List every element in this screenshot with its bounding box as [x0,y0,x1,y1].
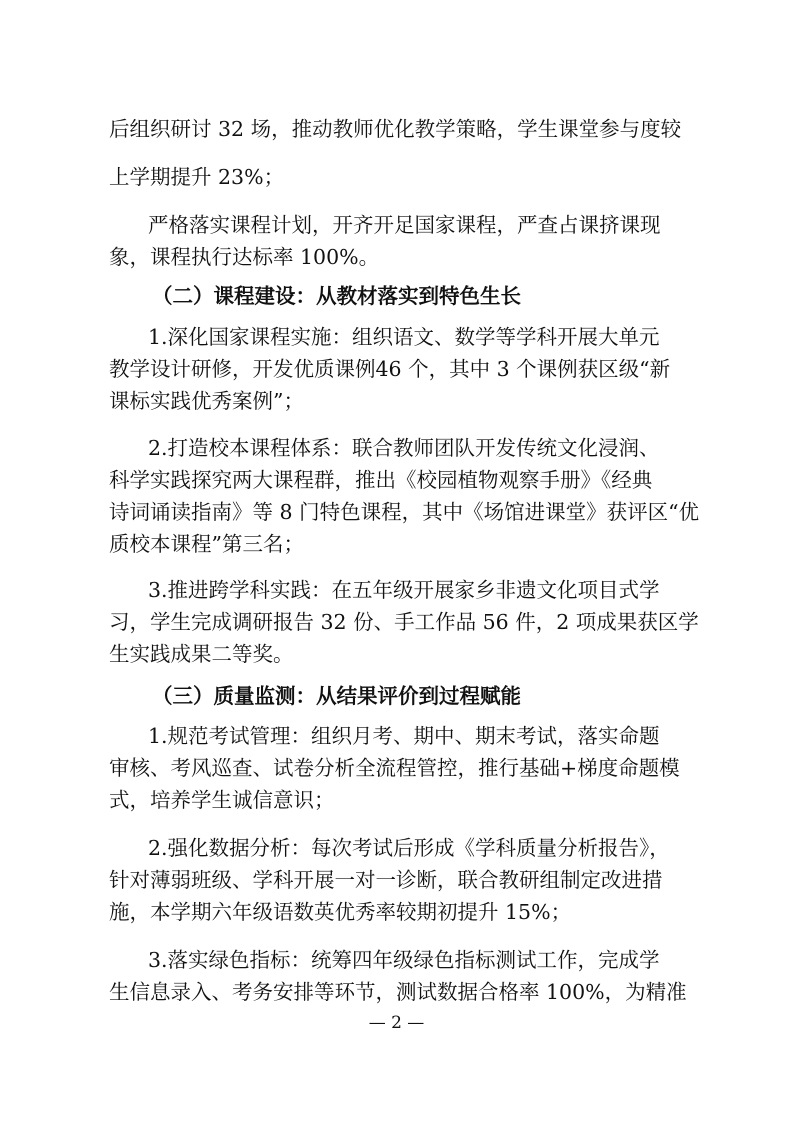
text-line [0,754,793,782]
text-line [0,323,793,351]
section2-item1-line-1: 1.深化国家课程实施：组织语文、数学等学科开展大单元 [148,325,660,349]
text-line [0,498,793,526]
section2-item2-line-1: 2.打造校本课程体系：联合教师团队开发传统文化浸润、 [148,436,660,460]
text-line [0,434,793,462]
section-heading-line [0,282,793,310]
text-line [0,722,793,750]
text-line [0,834,793,862]
section2-item3-line-1: 3.推进跨学科实践：在五年级开展家乡非遗文化项目式学 [148,578,660,602]
text-line [0,387,793,415]
section3-item1-line-1: 1.规范考试管理：组织月考、期中、期末考试，落实命题 [148,724,660,748]
text-line [0,640,793,668]
page-number: — 2 — [368,1013,425,1033]
section2-item1-line-3: 课标实践优秀案例”； [109,389,304,413]
section3-item3-line-2: 生信息录入、考务安排等环节，测试数据合格率 100%，为精准 [109,980,687,1004]
text-line [0,355,793,383]
text-line [0,978,793,1006]
text-line [0,466,793,494]
section-heading-line [0,682,793,710]
text-line [0,898,793,926]
section-heading-quality-monitoring: （三）质量监测：从结果评价到过程赋能 [152,684,521,708]
curriculum-plan-line-2: 象，课程执行达标率 100%。 [109,245,380,269]
curriculum-plan-line-1: 严格落实课程计划，开齐开足国家课程，严查占课挤课现 [148,213,661,237]
text-line [0,163,793,191]
section3-item3-line-1: 3.落实绿色指标：统筹四年级绿色指标测试工作，完成学 [148,948,660,972]
text-line [0,608,793,636]
section2-item2-line-3: 诗词诵读指南》等 8 门特色课程，其中《场馆进课堂》获评区“优 [109,500,700,524]
section2-item2-line-4: 质校本课程”第三名； [109,532,304,556]
text-line [0,866,793,894]
text-line [0,786,793,814]
section3-item2-line-1: 2.强化数据分析：每次考试后形成《学科质量分析报告》， [148,836,670,860]
intro-line-2: 上学期提升 23%； [109,165,285,189]
text-line [0,576,793,604]
section2-item3-line-3: 生实践成果二等奖。 [109,642,294,666]
section2-item1-line-2: 教学设计研修，开发优质课例46 个，其中 3 个课例获区级“新 [109,357,671,381]
section3-item1-line-2: 审核、考风巡查、试卷分析全流程管控，推行基础+梯度命题模 [109,756,680,780]
text-line [0,946,793,974]
text-line [0,530,793,558]
text-line [0,115,793,143]
section2-item2-line-2: 科学实践探究两大课程群，推出《校园植物观察手册》《经典 [109,468,653,492]
section2-item3-line-2: 习，学生完成调研报告 32 份、手工作品 56 件，2 项成果获区学 [109,610,699,634]
intro-line-1: 后组织研讨 32 场，推动教师优化教学策略，学生课堂参与度较 [109,117,682,141]
section3-item1-line-3: 式，培养学生诚信意识； [109,788,335,812]
text-line [0,243,793,271]
section3-item2-line-3: 施，本学期六年级语数英优秀率较期初提升 15%； [109,900,572,924]
section3-item2-line-2: 针对薄弱班级、学科开展一对一诊断，联合教研组制定改进措 [109,868,663,892]
text-line [0,211,793,239]
section-heading-course-construction: （二）课程建设：从教材落实到特色生长 [152,284,521,308]
